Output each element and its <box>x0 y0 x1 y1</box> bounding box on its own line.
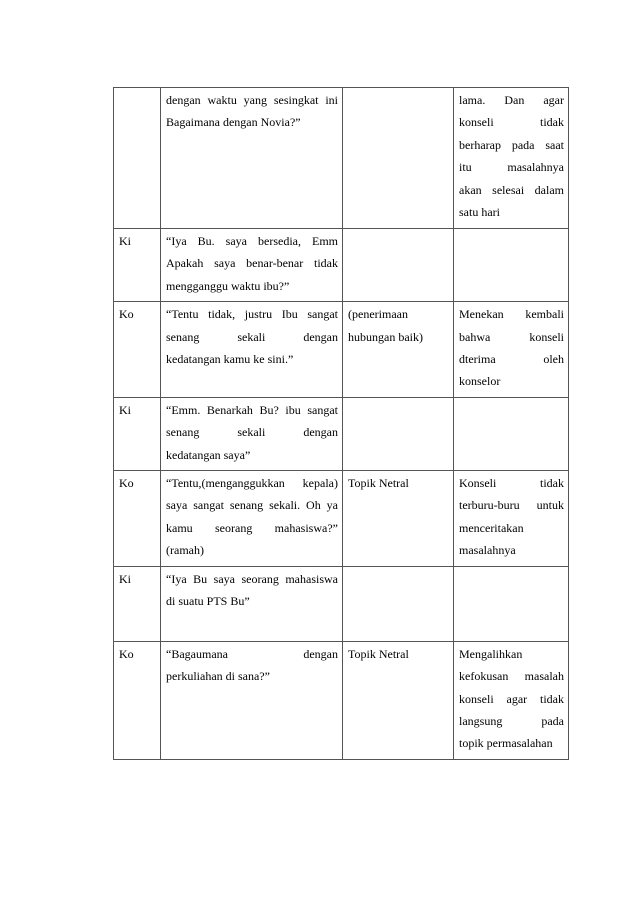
dialogue-cell <box>161 641 343 759</box>
speaker-cell <box>114 471 161 567</box>
table-row <box>114 471 569 567</box>
purpose-line: topik permasalahan <box>459 736 553 751</box>
purpose-line: terburu-buru untuk <box>459 498 564 513</box>
table-body <box>114 88 569 760</box>
speaker-cell <box>114 302 161 398</box>
dialogue-line: perkuliahan di sana?” <box>166 669 270 684</box>
purpose-line: menceritakan <box>459 520 524 535</box>
dialogue-line: “Iya Bu. saya bersedia, Emm <box>166 234 338 248</box>
counseling-transcript-table <box>113 87 569 760</box>
technique-cell <box>343 566 454 641</box>
purpose-line: akan selesai dalam <box>459 182 564 197</box>
dialogue-line: “Emm. Benarkah Bu? ibu sangat <box>166 402 338 417</box>
purpose-line: Mengalihkan <box>459 646 523 661</box>
table-row <box>114 397 569 470</box>
dialogue-cell <box>161 471 343 567</box>
dialogue-line: Bagaimana dengan Novia?” <box>166 115 301 130</box>
dialogue-line: dengan waktu yang sesingkat ini <box>166 93 338 107</box>
speaker-label: Ko <box>119 307 134 322</box>
purpose-line: masalahnya <box>459 543 516 558</box>
dialogue-line: senang sekali dengan <box>166 329 338 344</box>
technique-line: Topik Netral <box>348 476 409 491</box>
dialogue-line: Apakah saya benar-benar tidak <box>166 256 338 271</box>
speaker-label: Ki <box>119 402 131 417</box>
technique-cell <box>343 471 454 567</box>
dialogue-cell <box>161 397 343 470</box>
technique-cell <box>343 641 454 759</box>
purpose-line: berharap pada saat <box>459 137 564 152</box>
purpose-cell <box>454 641 569 759</box>
purpose-line: kefokusan masalah <box>459 669 564 684</box>
dialogue-line: kedatangan saya” <box>166 447 251 462</box>
purpose-line: Menekan kembali <box>459 307 564 322</box>
purpose-line: bahwa konseli <box>459 329 564 344</box>
technique-cell <box>343 302 454 398</box>
purpose-cell <box>454 88 569 229</box>
table-row <box>114 566 569 641</box>
technique-line: hubungan baik) <box>348 329 423 344</box>
speaker-label: Ki <box>119 571 131 586</box>
dialogue-cell <box>161 566 343 641</box>
speaker-cell <box>114 229 161 302</box>
purpose-cell <box>454 302 569 398</box>
table-row <box>114 88 569 229</box>
technique-line: (penerimaan <box>348 307 408 322</box>
technique-cell <box>343 88 454 229</box>
dialogue-cell <box>161 302 343 398</box>
table-row <box>114 641 569 759</box>
speaker-cell <box>114 397 161 470</box>
purpose-line: satu hari <box>459 205 500 220</box>
dialogue-cell <box>161 229 343 302</box>
dialogue-line: mengganggu waktu ibu?” <box>166 278 290 293</box>
purpose-line: konselor <box>459 374 501 389</box>
purpose-line: konseli tidak <box>459 115 564 130</box>
purpose-cell <box>454 397 569 470</box>
dialogue-line: (ramah) <box>166 543 204 558</box>
technique-cell <box>343 229 454 302</box>
purpose-line: Konseli tidak <box>459 476 564 491</box>
technique-cell <box>343 397 454 470</box>
dialogue-cell <box>161 88 343 229</box>
speaker-label: Ko <box>119 646 134 661</box>
purpose-line: konseli agar tidak <box>459 691 564 706</box>
dialogue-line: “Bagaumana dengan <box>166 646 338 661</box>
speaker-cell <box>114 641 161 759</box>
purpose-cell <box>454 471 569 567</box>
speaker-label: Ki <box>119 234 131 248</box>
purpose-line: dterima oleh <box>459 352 564 367</box>
dialogue-line: “Tentu,(menganggukkan kepala) <box>166 476 338 491</box>
speaker-cell <box>114 88 161 229</box>
dialogue-line: “Tentu tidak, justru Ibu sangat <box>166 307 338 322</box>
purpose-cell <box>454 229 569 302</box>
dialogue-line: kedatangan kamu ke sini.” <box>166 352 294 367</box>
dialogue-line: kamu seorang mahasiswa?” <box>166 520 338 535</box>
purpose-line: lama. Dan agar <box>459 93 564 107</box>
speaker-label: Ko <box>119 476 134 491</box>
table-row <box>114 302 569 398</box>
speaker-cell <box>114 566 161 641</box>
dialogue-line: di suatu PTS Bu” <box>166 594 250 609</box>
purpose-line: langsung pada <box>459 713 564 728</box>
dialogue-line: saya sangat senang sekali. Oh ya <box>166 498 338 513</box>
table-row <box>114 229 569 302</box>
dialogue-line: senang sekali dengan <box>166 425 338 440</box>
dialogue-line: “Iya Bu saya seorang mahasiswa <box>166 571 338 586</box>
purpose-cell <box>454 566 569 641</box>
technique-line: Topik Netral <box>348 646 409 661</box>
purpose-line: itu masalahnya <box>459 160 564 175</box>
